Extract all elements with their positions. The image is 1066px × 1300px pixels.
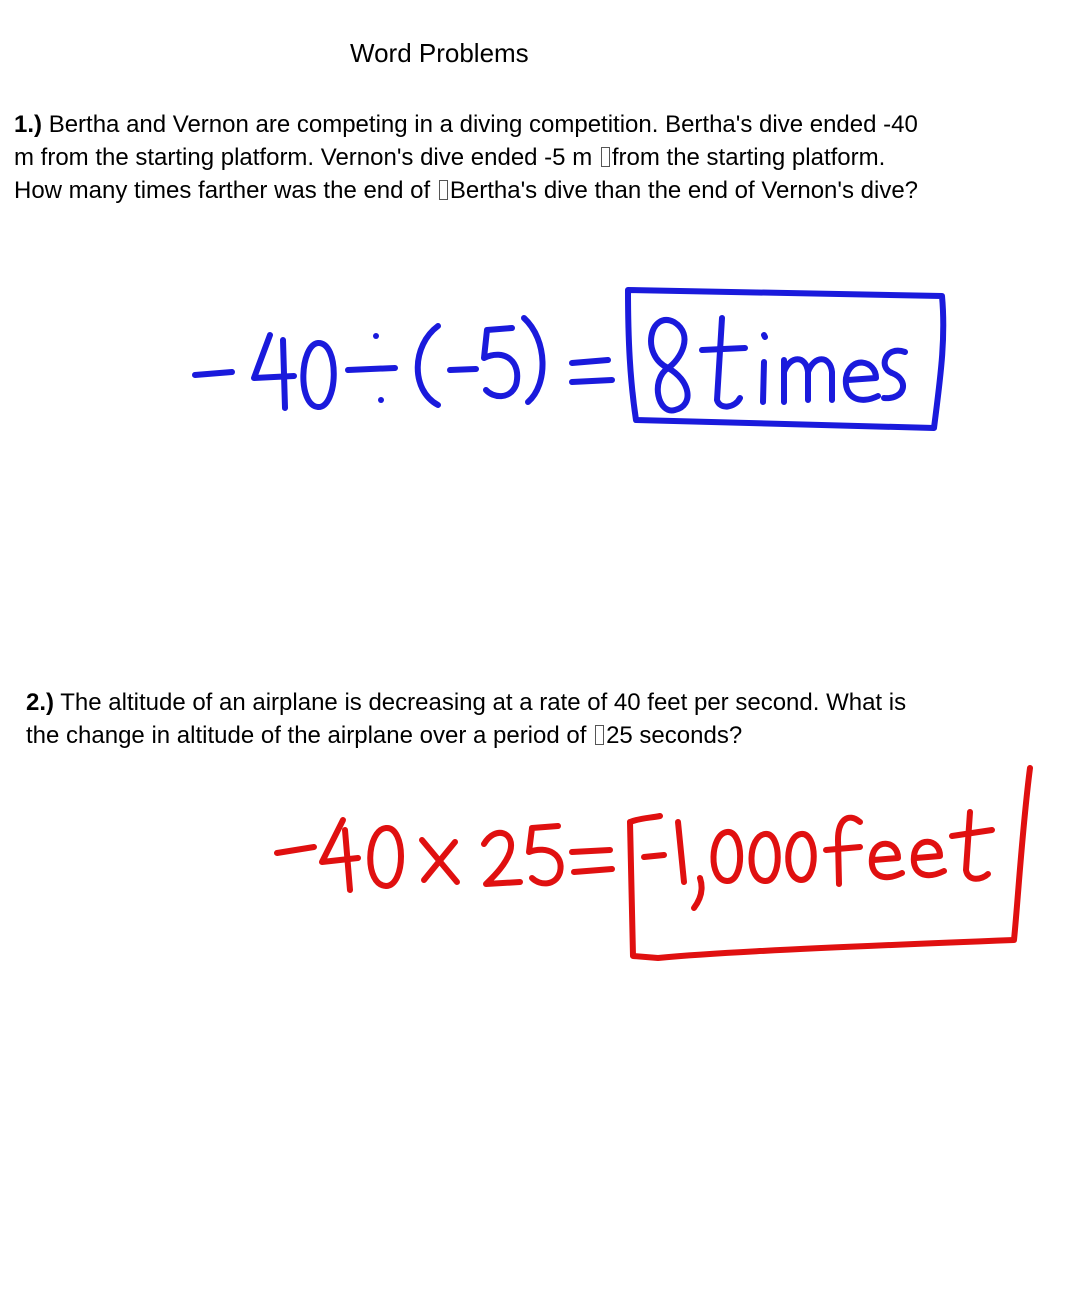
problem-1-text-segment: m from the starting platform. Vernon's dive ended -5 m (14, 144, 599, 171)
missing-glyph-icon (595, 725, 604, 745)
missing-glyph-icon (601, 147, 610, 167)
problem-1-text-segment: Bertha's dive than the end of Vernon's dive? (449, 177, 919, 204)
problem-1-text (14, 108, 1066, 207)
missing-glyph-icon (439, 180, 448, 200)
problem-2-text-segment: The altitude of an airplane is decreasing at a rate of 40 feet per second. What is (60, 689, 907, 716)
problem-1-line-2 (14, 141, 1066, 174)
problem-2-text-segment: the change in altitude of the airplane over a period of (26, 722, 594, 749)
problem-1-text-segment: How many times farther was the end of (14, 177, 437, 204)
problem-2-text (26, 686, 1066, 752)
problem-1-line-3 (14, 174, 1066, 207)
problem-2-line-2 (26, 719, 1066, 752)
problem-2-text-segment: 25 seconds? (606, 722, 743, 749)
problem-1-line-1 (14, 108, 1066, 141)
problem-1-number: 1.) (14, 111, 43, 138)
problem-1-text-segment: from the starting platform. (611, 144, 886, 171)
page-title: Word Problems (350, 38, 529, 68)
problem-2-line-1 (26, 686, 1066, 719)
problem-2-number: 2.) (26, 689, 55, 716)
problem-1-text-segment: Bertha and Vernon are competing in a diving competition. Bertha's dive ended -40 (48, 111, 918, 138)
